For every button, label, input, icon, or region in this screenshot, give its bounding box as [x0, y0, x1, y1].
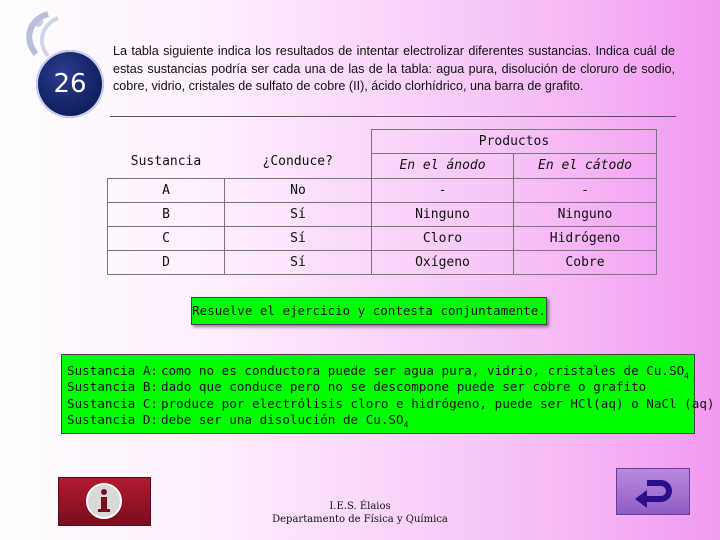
slide-number-badge: [36, 50, 104, 118]
footer: [260, 500, 460, 526]
cell-sustancia: C: [108, 226, 225, 250]
table-row: [108, 178, 657, 202]
answer-subscript: 4: [403, 420, 409, 430]
cell-conduce: Sí: [225, 202, 372, 226]
table-row: [108, 202, 657, 226]
table-row: [108, 250, 657, 274]
header-productos: Productos: [372, 130, 657, 154]
answer-line: [67, 412, 408, 430]
answer-line: [67, 363, 689, 381]
cell-catodo: -: [514, 178, 657, 202]
cell-catodo: Hidrógeno: [514, 226, 657, 250]
header-catodo: En el cátodo: [514, 154, 657, 179]
back-button[interactable]: [616, 468, 690, 515]
department-name: Departamento de Física y Química: [272, 514, 448, 525]
return-arrow-icon: [617, 469, 689, 514]
answer-text: dado que conduce pero no se descompone puede ser cobre o grafito: [161, 379, 647, 394]
cell-conduce: No: [225, 178, 372, 202]
cell-catodo: Cobre: [514, 250, 657, 274]
instruction-callout: Resuelve el ejercicio y contesta conjuntamente.: [191, 297, 547, 325]
answer-line: [67, 396, 715, 411]
cell-conduce: Sí: [225, 250, 372, 274]
cell-sustancia: A: [108, 178, 225, 202]
slide-number: 26: [53, 69, 87, 99]
header-anodo: En el ánodo: [372, 154, 514, 179]
electrolysis-table: [107, 129, 657, 275]
cell-sustancia: B: [108, 202, 225, 226]
answer-label: Sustancia B:: [67, 379, 158, 394]
cell-anodo: Cloro: [372, 226, 514, 250]
answer-subscript: 4: [684, 371, 689, 381]
cell-anodo: Ninguno: [372, 202, 514, 226]
cell-anodo: Oxígeno: [372, 250, 514, 274]
info-button[interactable]: [58, 477, 151, 526]
header-conduce: ¿Conduce?: [262, 153, 333, 169]
answer-label: Sustancia A:: [67, 363, 158, 378]
answer-label: Sustancia D:: [67, 412, 158, 427]
cell-conduce: Sí: [225, 226, 372, 250]
info-icon: [59, 478, 150, 525]
answer-label: Sustancia C:: [67, 396, 158, 411]
answer-text: como no es conductora puede ser agua pura, vidrio, cristales de Cu.SO: [161, 363, 685, 378]
header-sustancia: Sustancia: [130, 153, 202, 169]
answer-line: [67, 379, 646, 394]
table-row: [108, 226, 657, 250]
answer-text: produce por electrólisis cloro e hidrógeno, puede ser HCl(aq) o NaCl (aq): [161, 396, 715, 411]
cell-catodo: Ninguno: [514, 202, 657, 226]
answer-box: [61, 354, 715, 434]
cell-anodo: -: [372, 178, 514, 202]
answer-text: debe ser una disolución de Cu.SO: [161, 412, 404, 427]
divider: [110, 116, 676, 117]
school-name: I.E.S. Élaios: [329, 501, 391, 512]
problem-statement: La tabla siguiente indica los resultados de intentar electrolizar diferentes sustancias. Indica cuál de estas sustancias podría ser cada una de las de la tabla: agua pura, disolución de cloruro de sodio, cobre, vidrio, cristales de sulfato de cobre (II), ácido clorhídrico, una barra de grafito.: [113, 44, 675, 93]
cell-sustancia: D: [108, 250, 225, 274]
